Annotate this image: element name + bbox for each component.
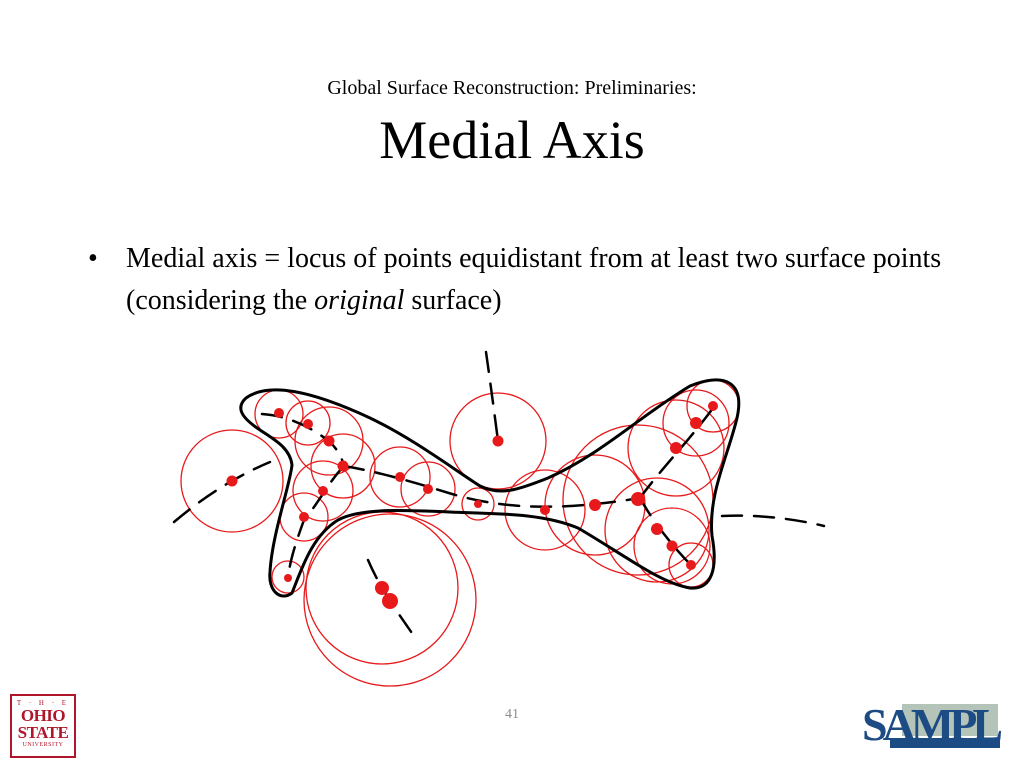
- osu-logo-state: STATE: [17, 723, 69, 742]
- ball-center: [284, 574, 292, 582]
- ball-center: [493, 436, 504, 447]
- sampl-logo-text: SAMPL: [862, 699, 998, 750]
- ball-center: [274, 408, 284, 418]
- ohio-state-logo: [10, 694, 76, 758]
- ball-center: [227, 476, 238, 487]
- ball-center: [631, 492, 645, 506]
- ball-center: [299, 512, 309, 522]
- ball-center: [670, 442, 682, 454]
- medial-axis-branch: [722, 516, 824, 526]
- ball-center: [667, 541, 678, 552]
- ball-center: [324, 436, 335, 447]
- ball-center: [318, 486, 328, 496]
- osu-logo-university: UNIVERSITY: [22, 742, 64, 748]
- medial-axis-branch: [486, 352, 498, 441]
- bullet-text-after: surface): [404, 285, 502, 316]
- ball-center: [395, 472, 405, 482]
- sampl-logo: [860, 694, 1006, 756]
- ball-center: [375, 581, 389, 595]
- ball-center: [589, 499, 601, 511]
- ball-center: [338, 461, 349, 472]
- ball-center: [423, 484, 433, 494]
- osu-logo-the: T · H · E: [16, 699, 70, 707]
- page-number: 41: [505, 707, 519, 722]
- ball-center: [382, 593, 398, 609]
- ball-center: [651, 523, 663, 535]
- ball-center: [686, 560, 696, 570]
- ball-center: [474, 500, 482, 508]
- ball-center: [690, 417, 702, 429]
- bullet-text-emphasis: original: [314, 285, 405, 316]
- ball-center: [708, 401, 718, 411]
- slide-subtitle: Global Surface Reconstruction: Preliminaries:: [327, 77, 697, 99]
- osu-logo-ohio: OHIO: [20, 706, 66, 725]
- medial-axis-branch: [174, 462, 270, 522]
- ball-center: [303, 419, 313, 429]
- bullet-dot: •: [88, 243, 98, 274]
- bullet-text-before: Medial axis = locus of points equidistant from at least two surface points (considering the: [126, 243, 942, 316]
- slide-title: Medial Axis: [379, 110, 645, 170]
- ball-center: [540, 505, 550, 515]
- medial-axis-lines: [174, 352, 824, 636]
